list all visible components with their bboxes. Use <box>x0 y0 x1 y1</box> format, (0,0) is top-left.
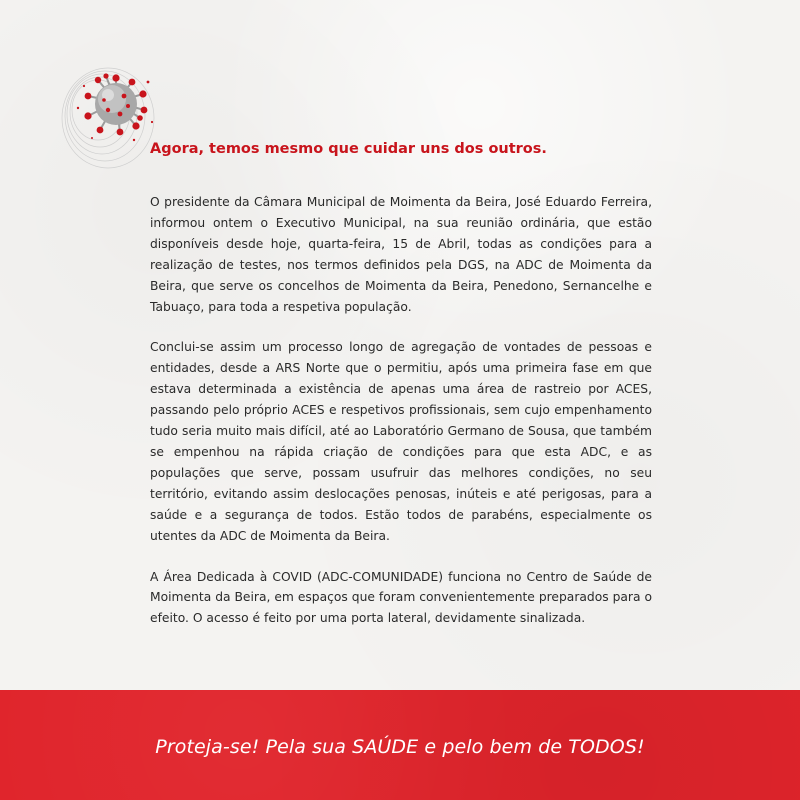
footer-band <box>0 690 800 800</box>
article-body <box>150 192 652 649</box>
footer-slogan: Proteja-se! Pela sua SAÚDE e pelo bem de TODOS! <box>155 736 645 758</box>
paragraph-1: O presidente da Câmara Municipal de Moimenta da Beira, José Eduardo Ferreira, informou ontem o Executivo Municipal, na sua reunião ordinária, que estão disponíveis desde hoje, quarta-feira, 15 de Abril, todas as condições para a realização de testes, nos termos definidos pela DGS, na ADC de Moimenta da Beira, que serve os concelhos de Moimenta da Beira, Penedono, Sernancelhe e Tabuaço, para toda a respetiva população. <box>150 195 652 314</box>
page-headline: Agora, temos mesmo que cuidar uns dos outros. <box>150 141 547 157</box>
paragraph-3: A Área Dedicada à COVID (ADC-COMUNIDADE) funciona no Centro de Saúde de Moimenta da Beira, em espaços que foram convenientemente preparados para o efeito. O acesso é feito por uma porta lateral, devidamente sinalizada. <box>150 569 652 626</box>
paragraph-2: Conclui-se assim um processo longo de agregação de vontades de pessoas e entidades, desde a ARS Norte que o permitiu, após uma primeira fase em que estava determinada a existência de apenas uma área de rastreio por ACES, passando pelo próprio ACES e respetivos profissionais, sem cujo empenhamento tudo seria muito mais difícil, até ao Laboratório Germano de Sousa, que também se empenhou na rápida criação de condições para que esta ADC, e as populações que serve, possam usufruir das melhores condições, no seu território, evitando assim deslocações penosas, inúteis e até perigosas, para a saúde e a segurança de todos. Estão todos de parabéns, especialmente os utentes da ADC de Moimenta da Beira. <box>150 340 652 543</box>
coronavirus-illustration-icon <box>48 52 178 182</box>
